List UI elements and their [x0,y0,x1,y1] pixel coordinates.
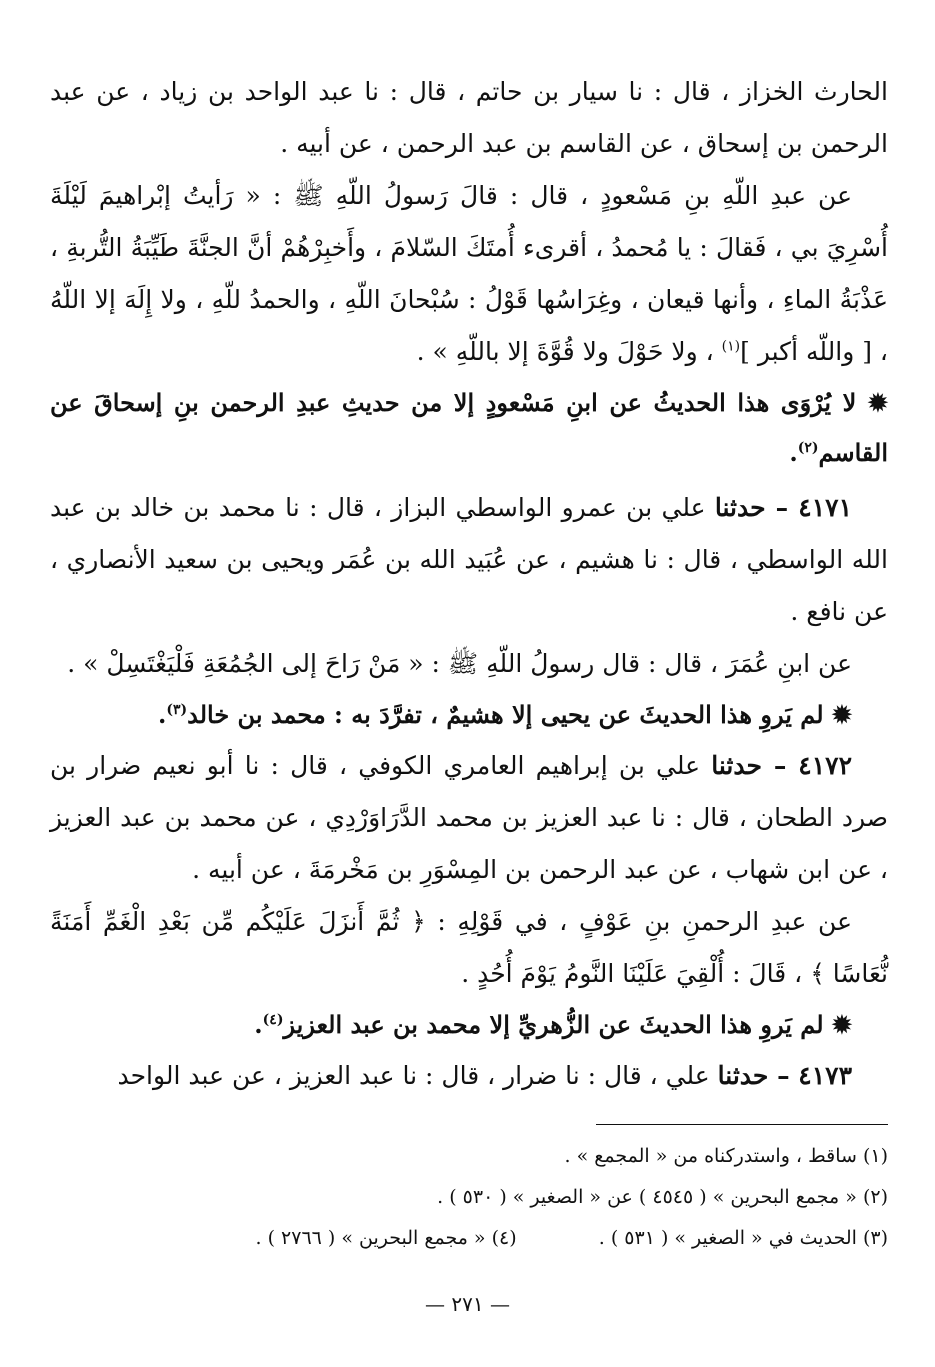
note-text: ✹ لم يَروِ هذا الحديثَ عن يحيى إلا هشيمٌ ، تفرَّدَ به : محمد بن خالد [187,700,852,729]
hadith-number: ٤١٧٢ – حدثنا [711,751,852,780]
footnote-4: (٤) « مجمع البحرين » ( ٢٧٦٦ ) . [255,1227,517,1249]
footnote-3: (٣) الحديث في « الصغير » ( ٥٣١ ) . [598,1227,888,1249]
isnad-text: الحارث الخزاز ، قال : نا سيار بن حاتم ، قال : نا عبد الواحد بن زياد ، عن عبد الرحمن بن إسحاق ، عن القاسم بن عبد الرحمن ، عن أبيه . [50,77,888,158]
note-end: . [254,1010,263,1039]
hadith-4171-isnad [50,482,888,638]
page-number: — ٢٧١ — [425,1292,510,1316]
isnad-continuation [50,66,888,170]
hadith-4173-isnad [50,1050,888,1102]
note-end: . [789,438,798,467]
isnad-text: علي بن إبراهيم العامري الكوفي ، قال : نا أبو نعيم ضرار بن صرد الطحان ، قال : نا عبد العزيز بن محمد الدَّرَاوَرْدِي ، عن محمد بن عبد العزيز ، عن ابن شهاب ، عن عبد الرحمن بن المِسْوَرِ بن مَخْرمَةَ ، عن أبيه . [50,751,888,884]
editor-note [50,690,888,740]
matn-text: عن عبدِ اللّهِ بنِ مَسْعودٍ ، قال : قالَ رَسولُ اللّهِ ﷺ : « رَأيتُ إبْراهيمَ لَيْلَةَ أُسْرِيَ بي ، فَقالَ : يا مُحمدُ ، أقرىء أُمتَكَ السّلامَ ، وأَخبِرْهُمْ أنَّ الجنَّةَ طَيِّبَةُ التُّربةِ ، عَذْبَةُ الماءِ ، وأنها قيعان ، وغِرَاسُها قَوْلُ : سُبْحانَ اللّهِ ، والحمدُ للّهِ ، ولا إِلَهَ إلا اللّهُ ، [ واللّه أكبر ] [50,181,888,366]
footnote-ref: (٢) [797,440,819,456]
hadith-number: ٤١٧٣ – حدثنا [717,1061,852,1090]
footnotes [50,1136,888,1259]
matn-text: عن ابنِ عُمَرَ ، قال : قال رسولُ اللّهِ ﷺ : « مَنْ رَاحَ إلى الجُمُعَةِ فَلْيَغْتَسِلْ » . [67,649,852,678]
editor-note [50,1000,888,1050]
hadith-4172-matn [50,896,888,1000]
footnote-ref: (٤) [262,1012,284,1028]
isnad-text: علي بن عمرو الواسطي البزاز ، قال : نا محمد بن خالد بن عبد الله الواسطي ، قال : نا هشيم ، عن عُبَيد الله بن عُمَر ويحيى بن سعيد الأنصاري ، عن نافع . [50,493,888,626]
isnad-text: علي ، قال : نا ضرار ، قال : نا عبد العزيز ، عن عبد الواحد [117,1061,710,1090]
hadith-4171-matn [50,638,888,690]
footnote-3-4 [50,1218,888,1259]
note-end: . [158,700,167,729]
matn-text: عن عبدِ الرحمنِ بنِ عَوْفٍ ، في قَوْلِهِ : ﴿ ثُمَّ أَنزَلَ عَلَيْكُم مِّن بَعْدِ الْغَمِّ أَمَنَةً نُّعَاسًا ﴾ ، قَالَ : أُلْقِيَ عَلَيْنَا النَّومُ يَوْمَ أُحُدٍ . [50,907,888,988]
note-text: ✹ لا يُرْوَى هذا الحديثُ عن ابنِ مَسْعودٍ إلا من حديثِ عبدِ الرحمن بنِ إسحاقَ عن القاسم [50,388,888,467]
hadith-4172-isnad [50,740,888,896]
hadith-matn [50,170,888,378]
footnote-divider [596,1124,888,1125]
hadith-number: ٤١٧١ – حدثنا [714,493,852,522]
note-text: ✹ لم يَروِ هذا الحديثَ عن الزُّهريِّ إلا محمد بن عبد العزيز [283,1010,852,1039]
matn-text-end: ، ولا حَوْلَ ولا قُوَّةَ إلا باللّهِ » . [416,337,714,366]
editor-note [50,378,888,478]
footnote-2: (٢) « مجمع البحرين » ( ٤٥٤٥ ) عن « الصغير » ( ٥٣٠ ) . [437,1186,888,1208]
footnote-ref: (٣) [166,702,188,718]
footnote-1: (١) ساقط ، واستدركناه من « المجمع » . [564,1145,888,1167]
page-body [50,66,888,1102]
footnote-ref: (١) [721,338,741,355]
